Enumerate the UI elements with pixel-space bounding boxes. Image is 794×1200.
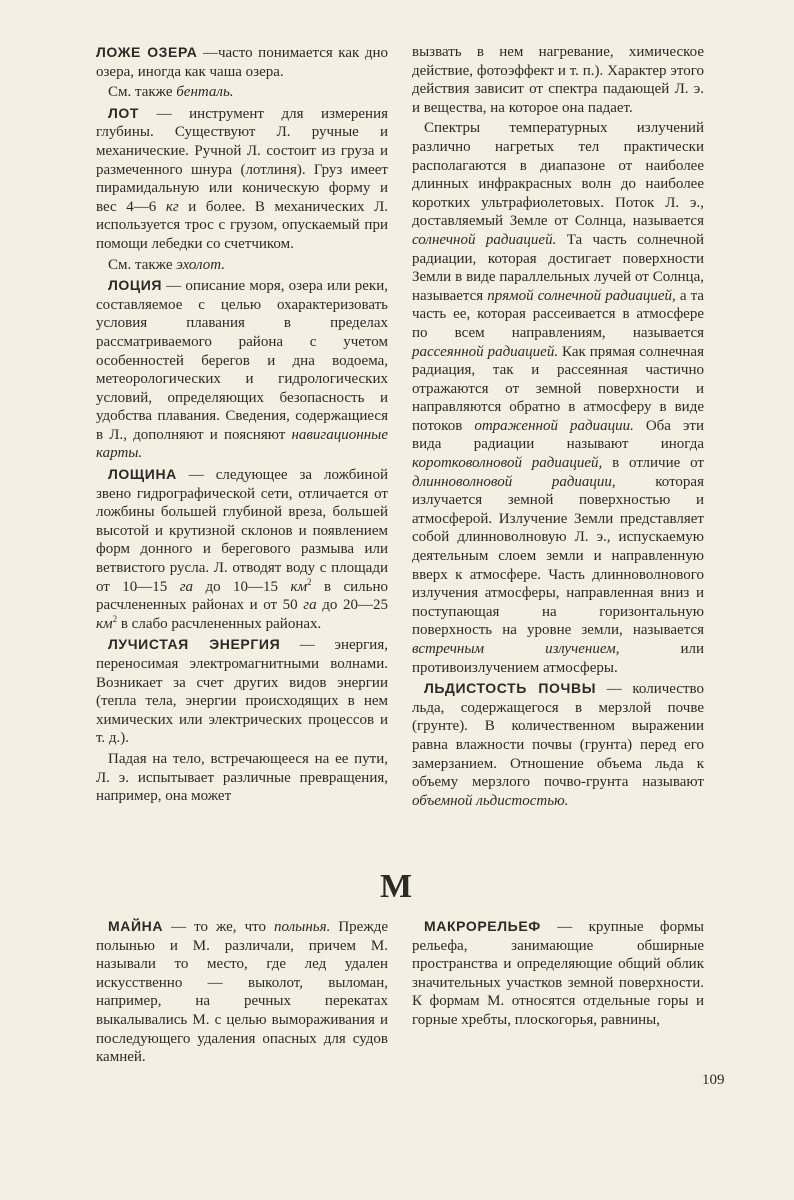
definition-text: в слабо расчлененных районах. (117, 615, 322, 632)
italic-term: коротковолновой радиацией, (412, 455, 603, 472)
unit: кг (165, 198, 179, 215)
entry-luchistaya-energiya (96, 635, 388, 748)
definition-text: — следующее за ложбиной звено гидрографической сети, отличается от ложбины большей глубиной вреза, большей высотой и крутизной склонов и появлением форм донного и берегового размыва или ветвистого русла. Л. отводят воду с площади от 10—15 (96, 467, 388, 595)
definition-text: — то же, что (163, 919, 274, 935)
unit: км (290, 578, 308, 595)
headword: МАКРОРЕЛЬЕФ (424, 918, 541, 934)
entry-lot (96, 104, 388, 254)
text-run: которая излучается земной поверхностью и атмосферой. Излучение Земли представляет собой длинноволновую Л. э., испускаемую деятельным слоем земли и направленную вверх к атмосфере. Часть длинноволнового излучения атмосферы, направленная вниз и поступающая на горизонтальную поверхность на уровне земли, называется (412, 473, 704, 639)
cross-reference: полынья. (274, 919, 331, 935)
italic-term: отраженной радиации. (474, 417, 634, 434)
text-run: в отличие от (602, 455, 704, 472)
headword: ЛУЧИСТАЯ ЭНЕРГИЯ (108, 636, 281, 653)
italic-term: длинноволновой радиации, (412, 473, 616, 490)
headword: ЛОТ (108, 104, 140, 121)
see-also (96, 83, 388, 102)
cross-reference: навигационные карты. (96, 426, 388, 462)
headword: МАЙНА (108, 918, 164, 934)
definition-text: — энергия, переносимая электромагнитными волнами. Возникает за счет других видов энергии (тепла тела, энергии происходящих в нем химических или электрических процессов и т. д.). (96, 637, 388, 747)
paragraph: вызвать в нем нагревание, химическое действие, фотоэффект и т. п.). Характер этого действия зависит от спектра падающей Л. э. и вещества, на которое она падает. (412, 44, 704, 116)
text-run: или противоизлучением атмосферы. (412, 641, 705, 676)
definition-text: до 10—15 (193, 578, 291, 595)
headword: ЛЬДИСТОСТЬ ПОЧВЫ (424, 680, 597, 697)
entry-loshchina (96, 465, 388, 633)
definition-text: Прежде полынью и М. различали, причем М. называли то место, где лед удален искусственно — выколот, выломан, например, на речных перекатах выкалывались М. с целью вымораживания и последующего удаления опасных для судов камней. (96, 919, 388, 1066)
left-column-bottom (96, 917, 388, 1067)
superscript: 2 (112, 613, 118, 624)
definition-text: до 20—25 (316, 597, 388, 614)
italic-term: прямой солнечной радиацией, (487, 287, 676, 304)
left-column (96, 43, 388, 806)
italic-term: солнечной радиацией. (412, 231, 557, 248)
cross-reference: бенталь. (176, 84, 234, 101)
entry-lozhe-ozera (96, 43, 388, 81)
entry-ldistost-pochvy (412, 679, 704, 810)
definition-text: — описание моря, озера или реки, составляемое с целью охарактеризовать условия плавания в пределах рассматриваемого района с учетом особенностей берегов и дна водоема, метеорологических и гидрологических условий, определяющих безопасность и удобства плавания. Сведения, содержащиеся в Л., дополняют и поясняют (96, 278, 388, 443)
unit: га (179, 578, 194, 595)
entry-makrorelef (412, 917, 704, 1030)
right-column (412, 43, 704, 810)
see-also-prefix: См. также (108, 84, 177, 101)
italic-term: встречным излучением, (412, 641, 620, 657)
headword: ЛОЖЕ ОЗЕРА (96, 44, 198, 60)
text-run: Та часть солнечной радиации, которая достигает поверхности Земли в виде параллельных лучей от Солнца, называется (412, 231, 704, 304)
definition-text: — крупные формы рельефа, занимающие обширные пространства и определяющие общий облик значительных участков земной поверхности. К формам М. относятся отдельные горы и горные хребты, плоскогорья, равнины, (412, 919, 704, 1028)
definition-text: — количество льда, содержащегося в мерзлой почве (грунте). В количественном выражении равна влажности почвы (грунта) перед его замерзанием. Отношение объема льда к объему мерзлого почво-грунта называют (412, 681, 704, 791)
definition-text: —часто понимается как дно озера, иногда как чаша озера. (96, 45, 388, 80)
headword: ЛОЦИЯ (108, 277, 163, 294)
cross-reference: эхолот. (176, 256, 225, 273)
page-number: 109 (702, 1072, 725, 1088)
text-run: Спектры температурных излучений различно нагретых тел практически располагаются в диапазоне от наиболее длинных инфракрасных волн до наиболее коротких ультрафиолетовых. Поток Л. э., доставляемый Земле от Солнца, называется (412, 120, 704, 230)
text-run: Как прямая солнечная радиация, так и рассеянная частично отражаются от земной поверхности и направляются обратно в атмосферу в виде потоков (412, 343, 704, 434)
cross-reference: объемной льдистостью. (412, 792, 569, 809)
see-also (96, 256, 388, 275)
paragraph (412, 119, 704, 677)
text-run: а та часть ее, которая рассеивается в атмосфере по всем направлениям, называется (412, 287, 705, 341)
right-column-bottom (412, 917, 704, 1030)
superscript: 2 (307, 576, 312, 587)
entry-mayna (96, 917, 388, 1067)
section-letter: М (380, 868, 413, 905)
text-run: Оба эти вида радиации называют иногда (412, 417, 705, 453)
unit: км (96, 615, 113, 632)
see-also-prefix: См. также (108, 256, 177, 273)
unit: га (303, 597, 317, 614)
entry-lotsiya (96, 276, 388, 463)
italic-term: рассеянной радиацией. (412, 343, 559, 360)
definition-text: в сильно расчлененных районах и от 50 (96, 578, 389, 614)
definition-text: — инструмент для измерения глубины. Существуют Л. ручные и механические. Ручной Л. состоит из груза и размеченного шнура (лотлиня). Груз имеет пирамидальную или коническую форму и вес 4—6 (96, 105, 388, 215)
headword: ЛОЩИНА (108, 466, 177, 483)
definition-text: и более. В механических Л. используется трос с грузом, опускаемый при помощи лебедки со счетчиком. (96, 198, 388, 252)
paragraph: Падая на тело, встречающееся на ее пути, Л. э. испытывает различные превращения, например, она может (96, 750, 388, 805)
